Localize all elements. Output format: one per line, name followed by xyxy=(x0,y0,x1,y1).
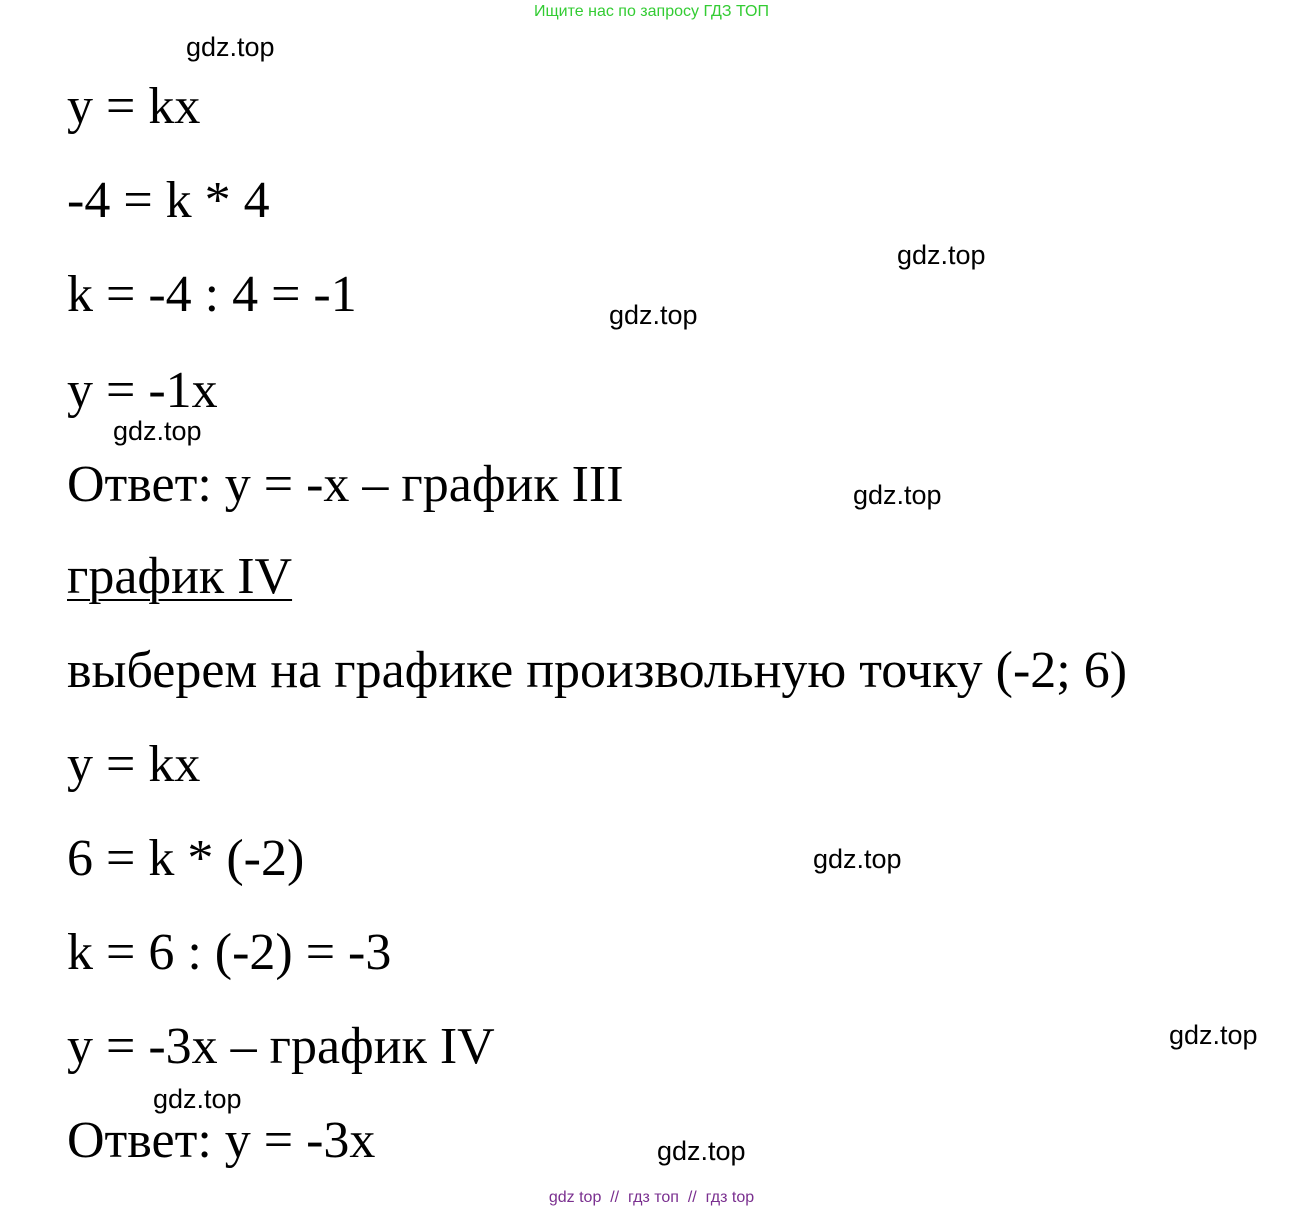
watermark: gdz.top xyxy=(1169,1020,1258,1050)
solution-line-8: k = 6 : (-2) = -3 xyxy=(67,924,392,981)
watermark: gdz.top xyxy=(897,240,986,270)
watermark: gdz.top xyxy=(813,844,902,874)
watermark: gdz.top xyxy=(609,300,698,330)
solution-line-3: k = -4 : 4 = -1 xyxy=(67,266,357,323)
footer-separator: // xyxy=(610,1189,620,1206)
solution-line-6: y = kx xyxy=(67,736,201,793)
footer-link-gdz-top-ru[interactable]: гдз топ xyxy=(628,1189,679,1206)
solution-line-2: -4 = k * 4 xyxy=(67,172,270,229)
footer-links xyxy=(0,1186,1303,1210)
solution-line-1: y = kx xyxy=(67,78,201,135)
solution-line-7: 6 = k * (-2) xyxy=(67,830,305,887)
solution-line-9: y = -3x – график IV xyxy=(67,1018,495,1075)
footer-link-gdz-top[interactable]: gdz top xyxy=(548,1189,602,1206)
footer-separator: // xyxy=(687,1189,697,1206)
watermark: gdz.top xyxy=(113,416,202,446)
top-banner: Ищите нас по запросу ГДЗ ТОП xyxy=(534,3,769,20)
watermark: gdz.top xyxy=(186,32,275,62)
section-heading-graph-iv: график IV xyxy=(67,548,293,605)
watermark: gdz.top xyxy=(853,480,942,510)
solution-line-4: y = -1x xyxy=(67,362,218,419)
answer-line-2: Ответ: y = -3x xyxy=(67,1112,376,1169)
solution-line-5: выберем на графике произвольную точку (-2; 6) xyxy=(67,642,1128,699)
footer-link-gdz-top-mixed[interactable]: гдз top xyxy=(705,1189,755,1206)
watermark: gdz.top xyxy=(153,1084,242,1114)
answer-line-1: Ответ: y = -x – график III xyxy=(67,456,624,513)
watermark: gdz.top xyxy=(657,1136,746,1166)
